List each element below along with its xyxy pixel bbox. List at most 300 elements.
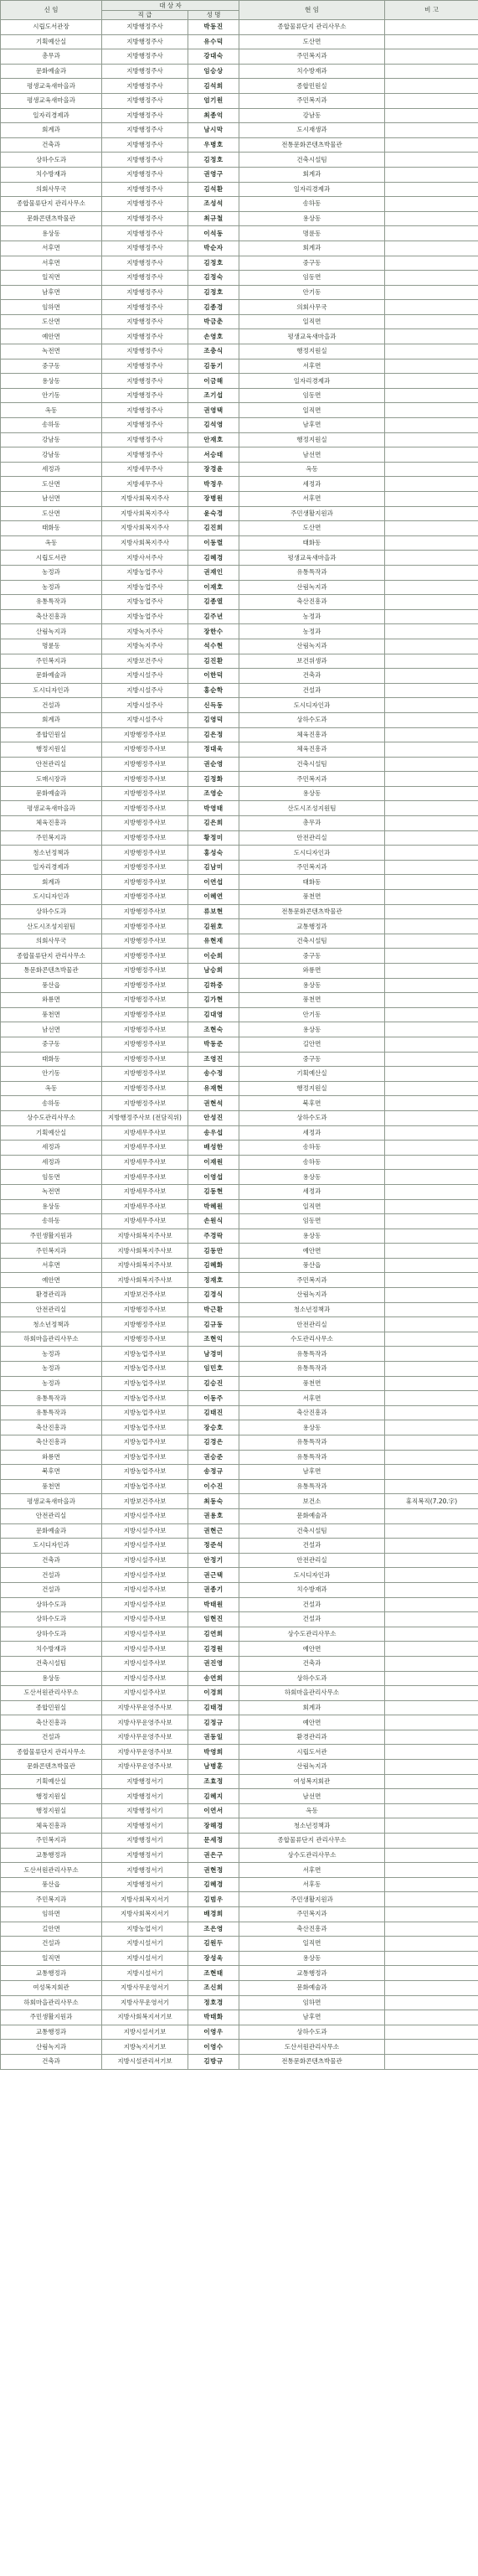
- name-cell: 김하중: [188, 978, 239, 993]
- rank-cell: 지방시설주사보: [102, 1597, 188, 1612]
- rank-cell: 지방행정주사보: [102, 1332, 188, 1347]
- current-post-cell: 행정지원실: [239, 432, 385, 447]
- new-post-cell: 종합민원실: [1, 1700, 102, 1715]
- remarks-cell: [385, 521, 478, 536]
- new-post-cell: 녹전면: [1, 344, 102, 360]
- new-post-cell: 종합물류단지 관리사무소: [1, 197, 102, 212]
- name-cell: 조현태: [188, 1966, 239, 1981]
- name-cell: 석수현: [188, 639, 239, 654]
- name-cell: 김남미: [188, 860, 239, 875]
- rank-cell: 지방행정주사보: [102, 949, 188, 964]
- remarks-cell: [385, 79, 478, 94]
- remarks-cell: [385, 314, 478, 329]
- table-row: [1, 978, 478, 993]
- table-row: [1, 1863, 478, 1878]
- new-post-cell: 건축과: [1, 137, 102, 153]
- rank-cell: 지방시설주사보: [102, 1656, 188, 1671]
- name-cell: 권영택: [188, 403, 239, 418]
- table-row: [1, 742, 478, 758]
- name-cell: 박근환: [188, 1302, 239, 1317]
- rank-cell: 지방사회복지주사: [102, 492, 188, 507]
- table-row: [1, 1362, 478, 1377]
- current-post-cell: 유통특작과: [239, 565, 385, 580]
- current-post-cell: 세정과: [239, 1184, 385, 1199]
- new-post-cell: 태화동: [1, 521, 102, 536]
- name-cell: 김경은: [188, 1435, 239, 1451]
- current-post-cell: 서후동: [239, 1877, 385, 1892]
- current-post-cell: 하회마을관리사무소: [239, 1686, 385, 1701]
- new-post-cell: 남선면: [1, 1022, 102, 1037]
- new-post-cell: 문화예술과: [1, 669, 102, 684]
- current-post-cell: 유통특작과: [239, 1450, 385, 1465]
- remarks-cell: [385, 1803, 478, 1818]
- remarks-cell: [385, 1110, 478, 1125]
- remarks-cell: [385, 1730, 478, 1745]
- new-post-cell: 문화예술과: [1, 1523, 102, 1539]
- new-post-cell: 일직면: [1, 271, 102, 286]
- table-row: [1, 1523, 478, 1539]
- current-post-cell: 옥동: [239, 1803, 385, 1818]
- name-cell: 이재원: [188, 1155, 239, 1170]
- remarks-cell: [385, 1362, 478, 1377]
- remarks-cell: [385, 1877, 478, 1892]
- table-row: [1, 403, 478, 418]
- remarks-cell: [385, 2054, 478, 2069]
- remarks-cell: [385, 609, 478, 624]
- name-cell: 장한수: [188, 624, 239, 639]
- rank-cell: 지방시설주사: [102, 698, 188, 713]
- remarks-cell: [385, 934, 478, 949]
- new-post-cell: 송하동: [1, 1214, 102, 1229]
- new-post-cell: 길안면: [1, 1922, 102, 1937]
- new-post-cell: 용상동: [1, 374, 102, 389]
- name-cell: 장승호: [188, 1420, 239, 1435]
- current-post-cell: 용상동: [239, 1420, 385, 1435]
- name-cell: 장해경: [188, 1818, 239, 1834]
- rank-cell: 지방시설주사보: [102, 1642, 188, 1657]
- current-post-cell: 건축시설팀: [239, 934, 385, 949]
- rank-cell: 지방행정주사보: [102, 1022, 188, 1037]
- remarks-cell: [385, 153, 478, 168]
- current-post-cell: 풍천면: [239, 993, 385, 1008]
- current-post-cell: 옥동: [239, 462, 385, 477]
- rank-cell: 지방세무주사보: [102, 1170, 188, 1185]
- remarks-cell: [385, 565, 478, 580]
- current-post-cell: 임하면: [239, 1995, 385, 2010]
- rank-cell: 지방행정주사: [102, 241, 188, 256]
- remarks-cell: [385, 1553, 478, 1568]
- table-row: [1, 1656, 478, 1671]
- current-post-cell: 종합민원실: [239, 79, 385, 94]
- rank-cell: 지방세무주사보: [102, 1141, 188, 1156]
- new-post-cell: 서후면: [1, 1258, 102, 1273]
- name-cell: 송수정: [188, 1067, 239, 1082]
- rank-cell: 지방행정주사보 (전담직위): [102, 1110, 188, 1125]
- name-cell: 송연희: [188, 1671, 239, 1686]
- current-post-cell: 회계과: [239, 1700, 385, 1715]
- name-cell: 이영우: [188, 2025, 239, 2040]
- name-cell: 김연희: [188, 1627, 239, 1642]
- remarks-cell: [385, 1612, 478, 1627]
- table-row: [1, 462, 478, 477]
- new-post-cell: 옥동: [1, 1081, 102, 1096]
- new-post-cell: 송하동: [1, 1096, 102, 1111]
- table-row: [1, 624, 478, 639]
- name-cell: 김동기: [188, 359, 239, 374]
- name-cell: 신득동: [188, 698, 239, 713]
- new-post-cell: 상하수도과: [1, 904, 102, 919]
- rank-cell: 지방세무주사: [102, 462, 188, 477]
- remarks-cell: [385, 712, 478, 727]
- table-row: [1, 860, 478, 875]
- rank-cell: 지방농업주사보: [102, 1420, 188, 1435]
- current-post-cell: 중구동: [239, 949, 385, 964]
- rank-cell: 지방행정주사: [102, 34, 188, 49]
- rank-cell: 지방시설주사보: [102, 1568, 188, 1583]
- rank-cell: 지방세무주사: [102, 477, 188, 492]
- table-row: [1, 1332, 478, 1347]
- rank-cell: 지방행정주사: [102, 20, 188, 35]
- rank-cell: 지방세무주사보: [102, 1199, 188, 1214]
- current-post-cell: 축산진흥과: [239, 1405, 385, 1420]
- remarks-cell: [385, 669, 478, 684]
- current-post-cell: 상수도관리사무소: [239, 1627, 385, 1642]
- rank-cell: 지방녹지주사: [102, 639, 188, 654]
- current-post-cell: 송하동: [239, 1141, 385, 1156]
- rank-cell: 지방행정주사: [102, 49, 188, 65]
- table-row: [1, 1067, 478, 1082]
- remarks-cell: [385, 1052, 478, 1067]
- rank-cell: 지방행정주사보: [102, 860, 188, 875]
- new-post-cell: 주민복지과: [1, 830, 102, 846]
- name-cell: 조충식: [188, 344, 239, 360]
- name-cell: 김동현: [188, 1184, 239, 1199]
- table-row: [1, 1760, 478, 1775]
- remarks-cell: [385, 388, 478, 403]
- table-row: [1, 609, 478, 624]
- name-cell: 임승상: [188, 64, 239, 79]
- new-post-cell: 평생교육새마을과: [1, 1494, 102, 1509]
- rank-cell: 지방행정주사보: [102, 1007, 188, 1022]
- name-cell: 김승진: [188, 1376, 239, 1391]
- rank-cell: 지방녹지주사: [102, 624, 188, 639]
- new-post-cell: 건축시설팀: [1, 1656, 102, 1671]
- rank-cell: 지방농업주사보: [102, 1362, 188, 1377]
- new-post-cell: 임동면: [1, 1170, 102, 1185]
- remarks-cell: [385, 624, 478, 639]
- name-cell: 김종경: [188, 300, 239, 315]
- rank-cell: 지방행정주사: [102, 167, 188, 182]
- table-row: [1, 1803, 478, 1818]
- new-post-cell: 주민생활지원과: [1, 1229, 102, 1244]
- new-post-cell: 와룡면: [1, 1450, 102, 1465]
- rank-cell: 지방행정주사: [102, 226, 188, 241]
- table-row: [1, 1479, 478, 1494]
- name-cell: 엄기원: [188, 93, 239, 108]
- name-cell: 정호경: [188, 1995, 239, 2010]
- table-row: [1, 521, 478, 536]
- new-post-cell: 예안면: [1, 329, 102, 344]
- new-post-cell: 시립도서관: [1, 551, 102, 566]
- remarks-cell: [385, 1582, 478, 1597]
- table-row: [1, 1081, 478, 1096]
- remarks-cell: [385, 20, 478, 35]
- name-cell: 송정규: [188, 1465, 239, 1480]
- new-post-cell: 회계과: [1, 875, 102, 890]
- current-post-cell: 건축시설팀: [239, 1523, 385, 1539]
- rank-cell: 지방농업주사보: [102, 1405, 188, 1420]
- rank-cell: 지방행정주사보: [102, 1081, 188, 1096]
- table-row: [1, 1951, 478, 1966]
- table-row: [1, 1582, 478, 1597]
- remarks-cell: [385, 432, 478, 447]
- current-post-cell: 예안면: [239, 1715, 385, 1730]
- current-post-cell: 행정지원실: [239, 344, 385, 360]
- table-row: [1, 786, 478, 801]
- name-cell: 김정화: [188, 772, 239, 787]
- table-row: [1, 890, 478, 905]
- new-post-cell: 문화예술과: [1, 64, 102, 79]
- current-post-cell: 풍천면: [239, 1376, 385, 1391]
- remarks-cell: [385, 1376, 478, 1391]
- current-post-cell: 상하수도과: [239, 1671, 385, 1686]
- name-cell: 홍순학: [188, 683, 239, 698]
- name-cell: 이동렬: [188, 535, 239, 551]
- table-row: [1, 1892, 478, 1907]
- current-post-cell: 안전관리실: [239, 1317, 385, 1332]
- remarks-cell: [385, 1686, 478, 1701]
- rank-cell: 지방행정주사: [102, 374, 188, 389]
- rank-cell: 지방행정주사보: [102, 727, 188, 742]
- remarks-cell: [385, 1907, 478, 1922]
- rank-cell: 지방행정주사: [102, 403, 188, 418]
- table-row: [1, 875, 478, 890]
- new-post-cell: 중구동: [1, 359, 102, 374]
- current-post-cell: 문화예술과: [239, 1980, 385, 1995]
- current-post-cell: 총무과: [239, 816, 385, 831]
- rank-cell: 지방행정서기: [102, 1863, 188, 1878]
- remarks-cell: [385, 919, 478, 934]
- remarks-cell: [385, 1966, 478, 1981]
- new-post-cell: 체육진흥과: [1, 816, 102, 831]
- table-row: [1, 314, 478, 329]
- rank-cell: 지방행정주사보: [102, 934, 188, 949]
- table-row: [1, 1715, 478, 1730]
- name-cell: 김혜지: [188, 1789, 239, 1804]
- name-cell: 강대숙: [188, 49, 239, 65]
- table-row: [1, 108, 478, 123]
- rank-cell: 지방사무운영서기: [102, 1980, 188, 1995]
- rank-cell: 지방사무운영주사보: [102, 1700, 188, 1715]
- remarks-cell: [385, 344, 478, 360]
- new-post-cell: 축산진흥과: [1, 1420, 102, 1435]
- name-cell: 조기섭: [188, 388, 239, 403]
- name-cell: 권승준: [188, 1450, 239, 1465]
- rank-cell: 지방행정주사보: [102, 772, 188, 787]
- remarks-cell: [385, 1229, 478, 1244]
- rank-cell: 지방사회복지서기: [102, 1907, 188, 1922]
- remarks-cell: [385, 300, 478, 315]
- name-cell: 김은희: [188, 816, 239, 831]
- current-post-cell: 유통특작과: [239, 1479, 385, 1494]
- table-row: [1, 1848, 478, 1863]
- remarks-cell: [385, 137, 478, 153]
- current-post-cell: 치수방재과: [239, 1582, 385, 1597]
- new-post-cell: 명륜동: [1, 639, 102, 654]
- rank-cell: 지방행정주사보: [102, 816, 188, 831]
- current-post-cell: 상수도관리사무소: [239, 1848, 385, 1863]
- remarks-cell: [385, 447, 478, 463]
- table-row: [1, 241, 478, 256]
- current-post-cell: 교통행정과: [239, 919, 385, 934]
- new-post-cell: 안기동: [1, 388, 102, 403]
- current-post-cell: 일자리경제과: [239, 182, 385, 197]
- remarks-cell: [385, 1273, 478, 1288]
- current-post-cell: 수도관리사무소: [239, 1332, 385, 1347]
- rank-cell: 지방행정주사보: [102, 830, 188, 846]
- remarks-cell: [385, 1347, 478, 1362]
- new-post-cell: 총무과: [1, 49, 102, 65]
- name-cell: 조현숙: [188, 1022, 239, 1037]
- remarks-cell: [385, 727, 478, 742]
- remarks-cell: [385, 1627, 478, 1642]
- rank-cell: 지방시설주사보: [102, 1508, 188, 1523]
- name-cell: 권진영: [188, 1656, 239, 1671]
- table-row: [1, 1405, 478, 1420]
- current-post-cell: 전통문화콘텐츠박물관: [239, 904, 385, 919]
- table-row: [1, 1995, 478, 2010]
- new-post-cell: 평생교육새마을과: [1, 93, 102, 108]
- name-cell: 박영태: [188, 801, 239, 816]
- current-post-cell: 기획예산실: [239, 1067, 385, 1082]
- rank-cell: 지방농업주사보: [102, 1435, 188, 1451]
- current-post-cell: 용상동: [239, 978, 385, 993]
- current-post-cell: 주민생활지원과: [239, 506, 385, 521]
- name-cell: 권동일: [188, 1730, 239, 1745]
- name-cell: 이수진: [188, 1479, 239, 1494]
- rank-cell: 지방행정주사: [102, 359, 188, 374]
- name-cell: 김원호: [188, 919, 239, 934]
- table-row: [1, 64, 478, 79]
- new-post-cell: 세정과: [1, 1155, 102, 1170]
- new-post-cell: 건설과: [1, 1730, 102, 1745]
- current-post-cell: 행정지원실: [239, 1081, 385, 1096]
- table-row: [1, 285, 478, 300]
- table-row: [1, 698, 478, 713]
- new-post-cell: 평생교육새마을과: [1, 801, 102, 816]
- name-cell: 이연서: [188, 1803, 239, 1818]
- name-cell: 손원식: [188, 1214, 239, 1229]
- name-cell: 이혜연: [188, 890, 239, 905]
- new-post-cell: 건설과: [1, 1582, 102, 1597]
- current-post-cell: 건설과: [239, 1612, 385, 1627]
- current-post-cell: 명륜동: [239, 226, 385, 241]
- remarks-cell: [385, 1170, 478, 1185]
- remarks-cell: [385, 418, 478, 433]
- remarks-cell: [385, 1539, 478, 1554]
- current-post-cell: 종합물류단지 관리사무소: [239, 20, 385, 35]
- new-post-cell: 녹전면: [1, 1184, 102, 1199]
- rank-cell: 지방농업서기: [102, 1922, 188, 1937]
- current-post-cell: 축산진흥과: [239, 1922, 385, 1937]
- rank-cell: 지방행정주사: [102, 137, 188, 153]
- name-cell: 장병원: [188, 492, 239, 507]
- table-row: [1, 197, 478, 212]
- personnel-table-body: [1, 20, 478, 2070]
- remarks-cell: [385, 1656, 478, 1671]
- name-cell: 황정미: [188, 830, 239, 846]
- table-row: [1, 949, 478, 964]
- table-row: [1, 1494, 478, 1509]
- current-post-cell: 용상동: [239, 211, 385, 226]
- new-post-cell: 하회마을관리사무소: [1, 1332, 102, 1347]
- rank-cell: 지방행정주사: [102, 329, 188, 344]
- name-cell: 최동숙: [188, 1494, 239, 1509]
- remarks-cell: [385, 1508, 478, 1523]
- table-row: [1, 256, 478, 271]
- table-row: [1, 712, 478, 727]
- name-cell: 남병훈: [188, 1760, 239, 1775]
- name-cell: 서승태: [188, 447, 239, 463]
- current-post-cell: 주민복지과: [239, 772, 385, 787]
- table-row: [1, 816, 478, 831]
- remarks-cell: [385, 271, 478, 286]
- rank-cell: 지방사무운영주사보: [102, 1730, 188, 1745]
- remarks-cell: [385, 197, 478, 212]
- remarks-cell: [385, 1479, 478, 1494]
- remarks-cell: [385, 64, 478, 79]
- new-post-cell: 강남동: [1, 447, 102, 463]
- name-cell: 김석희: [188, 79, 239, 94]
- name-cell: 장성욱: [188, 1951, 239, 1966]
- current-post-cell: 와룡면: [239, 964, 385, 979]
- remarks-cell: [385, 403, 478, 418]
- rank-cell: 지방행정주사보: [102, 1302, 188, 1317]
- table-row: [1, 1229, 478, 1244]
- current-post-cell: 건축시설팀: [239, 757, 385, 772]
- remarks-cell: [385, 964, 478, 979]
- new-post-cell: 유통특작과: [1, 1391, 102, 1406]
- table-row: [1, 683, 478, 698]
- new-post-cell: 예안면: [1, 1273, 102, 1288]
- table-row: [1, 1376, 478, 1391]
- rank-cell: 지방농업주사보: [102, 1479, 188, 1494]
- new-post-cell: 태화동: [1, 1052, 102, 1067]
- rank-cell: 지방농업주사보: [102, 1391, 188, 1406]
- name-cell: 김정호: [188, 256, 239, 271]
- rank-cell: 지방행정서기: [102, 1834, 188, 1849]
- remarks-cell: [385, 1081, 478, 1096]
- rank-cell: 지방녹지서기보: [102, 2040, 188, 2055]
- name-cell: 조영진: [188, 1052, 239, 1067]
- current-post-cell: 일직면: [239, 403, 385, 418]
- table-row: [1, 344, 478, 360]
- table-row: [1, 1096, 478, 1111]
- new-post-cell: 건축과: [1, 1553, 102, 1568]
- table-row: [1, 654, 478, 669]
- current-post-cell: 세정과: [239, 1125, 385, 1141]
- remarks-cell: [385, 1288, 478, 1303]
- name-cell: 김혜경: [188, 551, 239, 566]
- current-post-cell: 건설과: [239, 683, 385, 698]
- table-row: [1, 639, 478, 654]
- name-cell: 박혜원: [188, 1199, 239, 1214]
- header-name: 성 명: [188, 11, 239, 20]
- table-row: [1, 1553, 478, 1568]
- new-post-cell: 종합물류단지 관리사무소: [1, 1745, 102, 1760]
- name-cell: 권현석: [188, 1096, 239, 1111]
- current-post-cell: 일직면: [239, 1199, 385, 1214]
